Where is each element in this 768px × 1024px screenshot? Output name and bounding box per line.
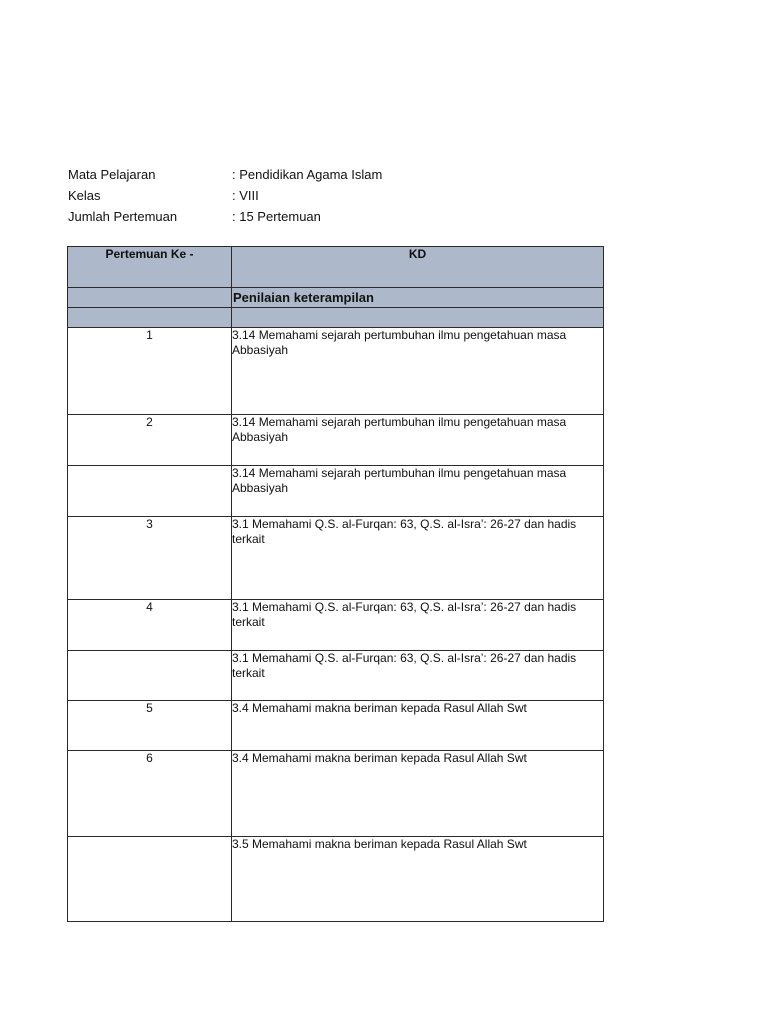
kd-cell: 3.4 Memahami makna beriman kepada Rasul Allah Swt bbox=[232, 751, 604, 837]
info-value: : VIII bbox=[232, 188, 259, 203]
table-row bbox=[68, 751, 604, 837]
blank-cell bbox=[68, 308, 232, 328]
pertemuan-cell: 3 bbox=[68, 517, 232, 600]
info-value: : Pendidikan Agama Islam bbox=[232, 167, 383, 182]
table-row bbox=[68, 415, 604, 466]
table-row bbox=[68, 466, 604, 517]
kd-cell: 3.5 Memahami makna beriman kepada Rasul Allah Swt bbox=[232, 837, 604, 922]
pertemuan-cell bbox=[68, 651, 232, 701]
table-row bbox=[68, 328, 604, 415]
pertemuan-cell: 6 bbox=[68, 751, 232, 837]
info-label: Kelas bbox=[68, 188, 101, 203]
pertemuan-cell bbox=[68, 466, 232, 517]
pertemuan-cell: 1 bbox=[68, 328, 232, 415]
kd-cell: 3.14 Memahami sejarah pertumbuhan ilmu pengetahuan masa Abbasiyah bbox=[232, 328, 604, 415]
info-label: Mata Pelajaran bbox=[68, 167, 156, 182]
pertemuan-cell: 4 bbox=[68, 600, 232, 651]
kd-cell: 3.1 Memahami Q.S. al-Furqan: 63, Q.S. al-Isra’: 26-27 dan hadis terkait bbox=[232, 651, 604, 701]
info-value: : 15 Pertemuan bbox=[232, 209, 321, 224]
info-row-class bbox=[68, 185, 588, 206]
info-row-meetings bbox=[68, 206, 588, 227]
info-row-subject bbox=[68, 164, 588, 185]
subheader-empty-cell bbox=[68, 288, 232, 308]
info-label: Jumlah Pertemuan bbox=[68, 209, 178, 224]
kd-cell: 3.14 Memahami sejarah pertumbuhan ilmu pengetahuan masa Abbasiyah bbox=[232, 466, 604, 517]
table-row bbox=[68, 837, 604, 922]
document-info bbox=[68, 164, 588, 227]
table-blank-row bbox=[68, 308, 604, 328]
header-kd: KD bbox=[232, 247, 604, 288]
table-row bbox=[68, 600, 604, 651]
table-header-row bbox=[68, 247, 604, 288]
kd-table bbox=[67, 246, 604, 922]
blank-cell bbox=[232, 308, 604, 328]
table-subheader-row bbox=[68, 288, 604, 308]
kd-cell: 3.4 Memahami makna beriman kepada Rasul Allah Swt bbox=[232, 701, 604, 751]
table-row bbox=[68, 701, 604, 751]
pertemuan-cell: 5 bbox=[68, 701, 232, 751]
pertemuan-cell: 2 bbox=[68, 415, 232, 466]
kd-cell: 3.1 Memahami Q.S. al-Furqan: 63, Q.S. al-Isra’: 26-27 dan hadis terkait bbox=[232, 517, 604, 600]
pertemuan-cell bbox=[68, 837, 232, 922]
kd-cell: 3.14 Memahami sejarah pertumbuhan ilmu pengetahuan masa Abbasiyah bbox=[232, 415, 604, 466]
kd-cell: 3.1 Memahami Q.S. al-Furqan: 63, Q.S. al-Isra’: 26-27 dan hadis terkait bbox=[232, 600, 604, 651]
subheader-penilaian: Penilaian keterampilan bbox=[232, 288, 604, 308]
header-pertemuan: Pertemuan Ke - bbox=[68, 247, 232, 288]
table-row bbox=[68, 651, 604, 701]
table-row bbox=[68, 517, 604, 600]
